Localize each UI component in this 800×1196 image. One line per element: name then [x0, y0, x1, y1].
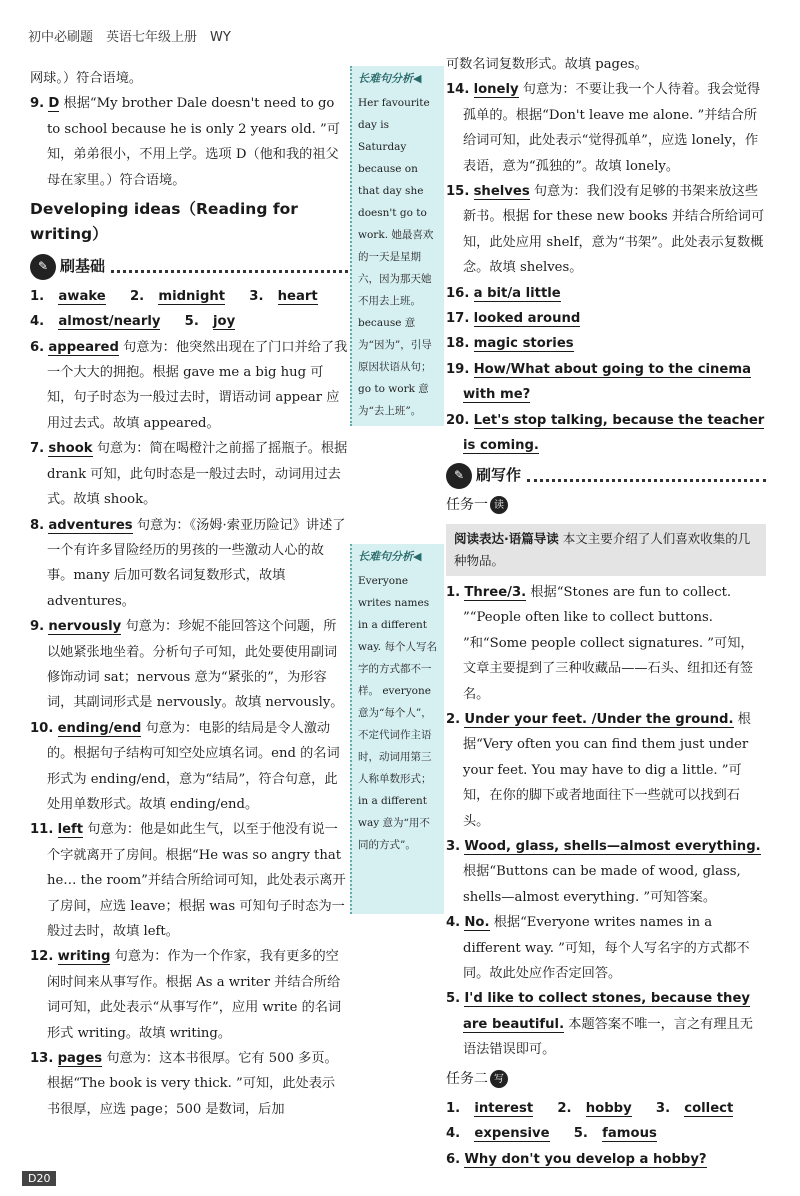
- question-8: 8. adventures 句意为：《汤姆·索亚历险记》讲述了一个有许多冒险经历的男孩的一些激动人心的故事。many 后加可数名词复数形式，故填 adventures。: [30, 517, 346, 609]
- writing-q5: 5. I'd like to collect stones, because they are beautiful. 本题答案不唯一，言之有理且无语法错误即可。: [446, 991, 753, 1058]
- question-9b: 9. nervously 句意为：珍妮不能回答这个问题，所以她紧张地坐着。分析句子可知，此处要使用副词修饰动词 sat；nervous 意为“紧张的”，为形容词，其副词形式是 nervously。故填 nervously。: [30, 619, 344, 711]
- writing-q3: 3. Wood, glass, shells—almost everything. 根据“Buttons can be made of wood, glass, shells—almost everything. ”可知答案。: [446, 838, 761, 905]
- reading-summary: 阅读表达·语篇导读 本文主要介绍了人们喜欢收集的几种物品。: [446, 524, 766, 576]
- question-15: 15. shelves 句意为：我们没有足够的书架来放这些新书。根据 for these new books 并结合所给词可知，此处应用 shelf，意为“书架”。此处表示复数概念。故填 shelves。: [446, 184, 765, 276]
- task2-row-1: 1. interest 2. hobby 3. collect: [446, 1101, 734, 1117]
- note-1: 长难句分析◀ Her favourite day is Saturday because on that day she doesn't go to work. 她最喜欢的一天是星期六，因为那天她不用去上班。 because 意为“因为”，引导原因状语从句；go to work 意为“去上班”。: [350, 66, 444, 426]
- task-2: 任务二 写: [446, 1067, 766, 1092]
- answers-row-4: 4. almost/nearly 5. joy: [30, 314, 236, 330]
- question-19: 19. How/What about going to the cinema with me?: [446, 361, 752, 403]
- question-13: 13. pages 句意为：这本书很厚。它有 500 多页。根据“The book is very thick. ”可知，此处表示书很厚，应选 page；500 是数词，后加: [30, 1051, 338, 1117]
- question-10: 10. ending/end 句意为：电影的结局是令人激动的。根据句子结构可知空处应填名词。end 的名词形式为 ending/end，意为“结局”，符合句意，此处用单数形式。故填 ending/end。: [30, 720, 340, 812]
- question-12: 12. writing 句意为：作为一个作家，我有更多的空闲时间来从事写作。根据 As a writer 并结合所给词可知，此处表示“从事写作”，应用 write 的名词形式 writing。故填 writing。: [30, 949, 342, 1041]
- badge-basic: ✎ 刷基础: [30, 254, 348, 280]
- question-6: 6. appeared 句意为：他突然出现在了门口并给了我一个大大的拥抱。根据 gave me a big hug 可知，句子时态为一般过去时，谓语动词 appear 应用过去式。故填 appeared。: [30, 339, 348, 431]
- section-title: Developing ideas（Reading for writing）: [30, 200, 298, 244]
- task2-row-4: 4. expensive 5. famous: [446, 1126, 657, 1142]
- task2-question-6: 6. Why don't you develop a hobby?: [446, 1151, 707, 1167]
- writing-q1: 1. Three/3. 根据“Stones are fun to collect. ”“People often like to collect buttons. ”和“Some people collect signatures. ”可知，文章主要提到了三种收藏品——石头、纽扣还有签名。: [446, 584, 754, 702]
- read-icon: 读: [490, 496, 508, 514]
- page-number: D20: [22, 1171, 56, 1186]
- pen-icon: ✎: [30, 254, 56, 280]
- question-7: 7. shook 句意为：简在喝橙汁之前摇了摇瓶子。根据 drank 可知，此句时态是一般过去时，动词用过去式。故填 shook。: [30, 441, 348, 508]
- badge-writing: ✎ 刷写作: [446, 463, 766, 489]
- question-11: 11. left 句意为：他是如此生气，以至于他没有说一个字就离开了房间。根据“He was so angry that he… the room”并结合所给词可知，此处表示离开了房间，应选 leave；根据 was 可知句子时态为一般过去时，故填 left。: [30, 822, 346, 939]
- question-9: 9. D 根据“My brother Dale doesn't need to go to school because he is only 2 years old. ”可知，弟弟很小，不用上学。选项 D（他和我的祖父母在家里。）符合语境。: [30, 96, 340, 188]
- intro-text-right: 可数名词复数形式。故填 pages。: [446, 57, 648, 72]
- notes-column: [350, 66, 444, 914]
- question-18: 18. magic stories: [446, 336, 574, 352]
- question-20: 20. Let's stop talking, because the teacher is coming.: [446, 412, 765, 454]
- question-16: 16. a bit/a little: [446, 285, 561, 301]
- question-14: 14. lonely 句意为：不要让我一个人待着。我会觉得孤单的。根据“Don't leave me alone. ”并结合所给词可知，此处表示“觉得孤单”，应选 lonely，作表语，意为“孤独的”。故填 lonely。: [446, 82, 761, 174]
- note-2: 长难句分析◀ Everyone writes names in a different way. 每个人写名字的方式都不一样。 everyone 意为“每个人”，不定代词作主语时，动词用第三人称单数形式；in a different way 意为“用不同的方式”。: [350, 544, 444, 914]
- answers-row-1: 1. awake 2. midnight 3. heart: [30, 288, 318, 304]
- question-17: 17. looked around: [446, 311, 581, 327]
- intro-text: 网球。）符合语境。: [30, 71, 143, 86]
- writing-q2: 2. Under your feet. /Under the ground. 根据“Very often you can find them just under your feet. You may have to dig a little. ”可知，在你的脚下或者地面往下一些就可以找到石头。: [446, 711, 751, 829]
- writing-q4: 4. No. 根据“Everyone writes names in a different way. ”可知，每个人写名字的方式都不同。故此处应作否定回答。: [446, 915, 750, 981]
- pen-icon: ✎: [446, 463, 472, 489]
- task-1: 任务一 读: [446, 493, 766, 518]
- write-icon: 写: [490, 1070, 508, 1088]
- right-column: [446, 52, 766, 1172]
- page-header: 初中必刷题 英语七年级上册 WY: [28, 30, 231, 45]
- left-column: [30, 66, 348, 1122]
